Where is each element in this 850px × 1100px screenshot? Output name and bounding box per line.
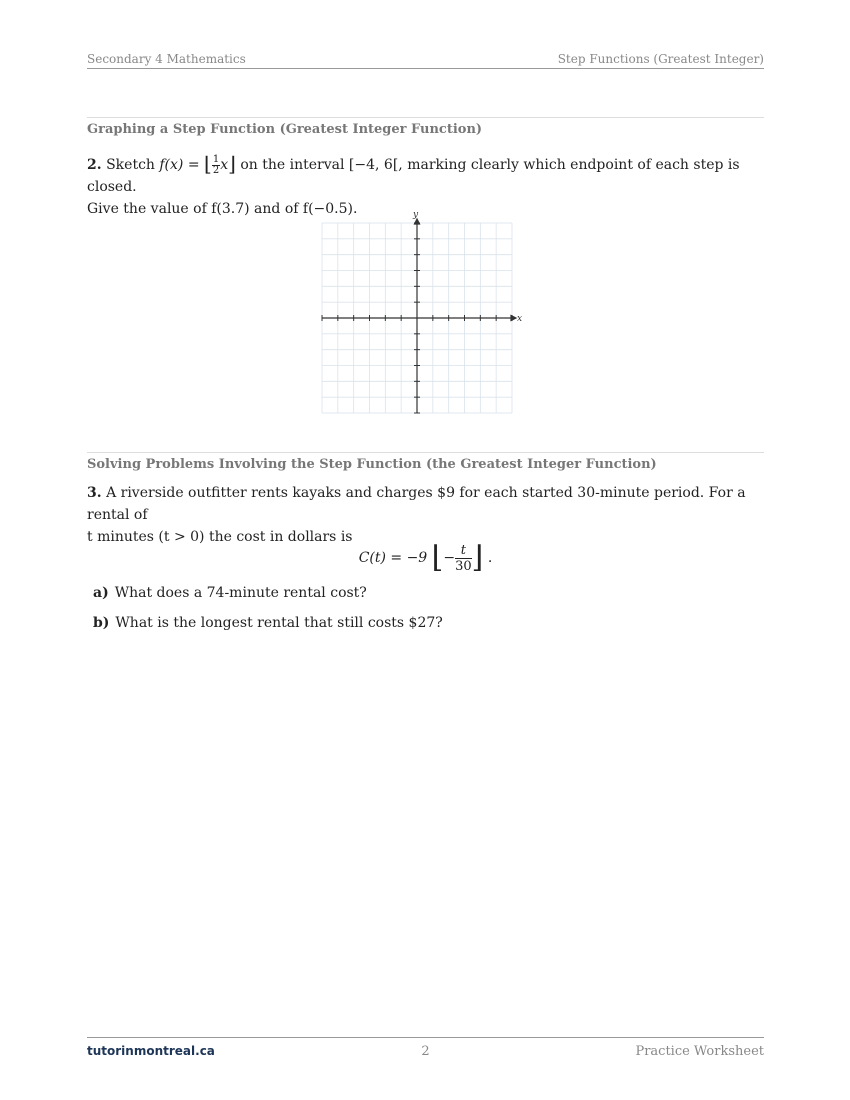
subquestion-text: What is the longest rental that still costs $27? [115,615,443,631]
section-title: Graphing a Step Function (Greatest Integer Function) [87,122,483,137]
page-footer [87,1037,764,1060]
floor-left-bracket: ⌊ [204,152,212,176]
equation-period: . [487,550,493,566]
section-divider [87,452,764,453]
header-topic: Step Functions (Greatest Integer) [557,52,764,66]
subquestion-label: b) [93,615,110,631]
header-course: Secondary 4 Mathematics [87,52,246,66]
footer-label: Practice Worksheet [635,1044,764,1059]
equation-numerator: t [455,543,472,559]
fraction [212,155,220,176]
question-text: Sketch [106,157,160,173]
equation-denominator: 30 [455,558,472,574]
floor-right-bracket: ⌋ [471,540,484,575]
y-axis-label: y [413,210,419,220]
section-title: Solving Problems Involving the Step Function (the Greatest Integer Function) [87,457,657,472]
equation-minus: − [443,550,456,566]
floor-right-bracket: ⌋ [228,152,236,176]
footer-site-link[interactable]: tutorinmontreal.ca [87,1044,215,1058]
fraction-numerator: 1 [212,153,220,165]
coordinate-grid [318,205,528,420]
question-number: 2. [87,157,102,173]
equation-lhs: C(t) = −9 [358,550,428,566]
question-text-values: Give the value of f(3.7) and of f(−0.5). [87,201,358,217]
question-number: 3. [87,485,102,501]
equation-fraction [455,543,472,574]
grid-svg [318,205,528,420]
question-text: A riverside outfitter rents kayaks and charges $9 for each started 30-minute period. For a rental of [87,485,746,523]
subquestion-label: a) [93,585,109,601]
question-text-interval: on the interval [−4, 6[, marking clearly which endpoint of each step is closed. [87,157,740,195]
page-number: 2 [421,1044,430,1059]
subquestion-text: What does a 74-minute rental cost? [114,585,367,601]
x-axis-label: x [517,314,523,324]
fraction-denominator: 2 [212,164,220,176]
function-notation: f(x) = [159,157,205,173]
question-text-2: t minutes (t > 0) the cost in dollars is [87,529,353,545]
running-header [87,50,764,69]
subquestion-a [93,585,367,601]
cost-equation [87,535,764,575]
subquestion-b [93,615,443,631]
section-divider [87,117,764,118]
variable-x: x [220,157,229,173]
floor-left-bracket: ⌊ [431,540,444,575]
